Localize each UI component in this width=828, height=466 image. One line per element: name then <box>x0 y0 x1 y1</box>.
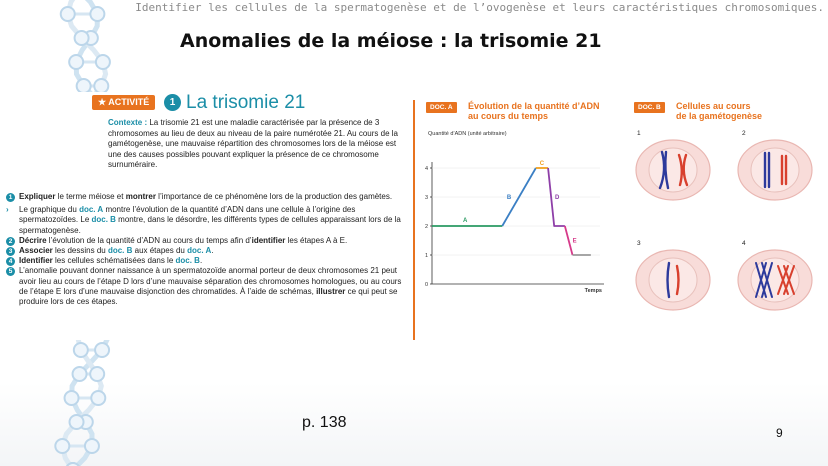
dna-bead <box>61 7 75 21</box>
intro-text: Le graphique du <box>19 205 80 215</box>
question-text: L’anomalie pouvant donner naissance à un spermatozoïde anormal porteur de deux chromosomes 21 peut avoir lieu au cours de l’étape D lors d’une mauvaise séparation des chromosomes homologues, ou au cours de l’étape E lors d’une mauvaise disjonction des chromatides. À l’aide de schémas, <box>19 266 402 296</box>
question-text: le terme méiose et <box>55 192 126 201</box>
question-number: 1 <box>6 193 15 202</box>
step-label-A: A <box>462 218 468 224</box>
intro-text: montre l’évolution de la quantité d’ADN dans une cellule à l’origine des spermatozoïdes. Le <box>19 205 356 225</box>
questions-block <box>6 192 406 307</box>
y-tick-label: 1 <box>424 253 428 259</box>
step-label-B: B <box>506 195 512 201</box>
dna-bead <box>65 391 79 405</box>
dna-bead <box>77 79 91 93</box>
question-number: 2 <box>6 237 15 246</box>
question-5 <box>6 266 406 307</box>
activity-tag: ★ ACTIVITÉ <box>92 95 155 110</box>
cell-label-4: 4 <box>742 240 746 247</box>
keyword: montrer <box>125 192 156 201</box>
keyword: illustrer <box>316 286 346 296</box>
column-divider <box>413 100 415 340</box>
cell-label-2: 2 <box>742 130 746 137</box>
question-text: . <box>211 246 214 256</box>
question-1 <box>6 192 406 202</box>
dna-bead <box>74 343 88 357</box>
doc-a-title-line: au cours du temps <box>468 111 549 121</box>
activity-number: 1 <box>164 94 181 111</box>
question-text: . <box>199 256 203 266</box>
dna-bead <box>90 367 104 381</box>
dna-bead <box>55 439 69 453</box>
step-label-C: C <box>539 161 545 167</box>
question-4 <box>6 256 406 266</box>
question-number: 5 <box>6 267 15 276</box>
dna-bead <box>73 367 87 381</box>
intro-text: montre, dans le désordre, les différents types de cellules apparaissant lors de la spermatogenèse. <box>19 215 401 235</box>
doc-a-title-line: Évolution de la quantité d’ADN <box>468 101 600 111</box>
context-paragraph <box>108 118 408 171</box>
dna-bead <box>75 31 89 45</box>
dna-bead <box>95 343 109 357</box>
slide-number: 9 <box>776 426 783 440</box>
doc-a-title <box>468 101 600 121</box>
question-text: ce qui peut se produire lors de ces étapes. <box>19 286 398 307</box>
doc-b-title-line: de la gamétogenèse <box>676 111 763 121</box>
question-number: 3 <box>6 247 15 256</box>
cell-label-3: 3 <box>637 240 641 247</box>
question-3 <box>6 246 406 256</box>
page-reference: p. 138 <box>302 414 347 431</box>
y-tick-label: 2 <box>424 224 428 230</box>
doc-ref: doc. A <box>187 246 212 256</box>
keyword: Expliquer <box>19 192 56 201</box>
doc-b-title-line: Cellules au cours <box>676 101 751 111</box>
doc-a-tag: DOC. A <box>426 102 457 113</box>
dna-bead <box>90 7 104 21</box>
step-label-E: E <box>572 238 577 245</box>
question-2 <box>6 236 406 246</box>
header-subtitle: Identifier les cellules de la spermatogenèse et de l’ovogenèse et leurs caractéristiques chromosomiques. <box>135 1 824 14</box>
doc-ref: doc. B <box>175 256 200 266</box>
question-text: l’importance de ce phénomène lors de la production des gamètes. <box>155 192 393 201</box>
doc-ref: doc. B <box>91 215 116 225</box>
cell-drawing-1 <box>634 138 712 202</box>
segment-E <box>565 226 573 255</box>
dna-bead <box>96 55 110 69</box>
y-tick-label: 0 <box>424 282 428 288</box>
cell-drawing-2 <box>736 138 814 202</box>
documents-intro <box>6 205 406 236</box>
question-number: 4 <box>6 257 15 266</box>
doc-ref: doc. A <box>79 205 104 215</box>
question-text: aux étapes du <box>132 246 188 256</box>
doc-b-title <box>676 101 762 121</box>
keyword: Identifier <box>19 256 53 266</box>
x-axis-label: Temps <box>584 288 602 294</box>
keyword: Associer <box>19 246 53 256</box>
question-text: l’évolution de la quantité d’ADN au cours du temps afin d’ <box>46 235 252 245</box>
cell-drawing-3 <box>634 248 712 312</box>
slide-title: Anomalies de la méiose : la trisomie 21 <box>180 30 602 52</box>
y-tick-label: 4 <box>424 166 428 172</box>
context-text: La trisomie 21 est une maladie caractérisée par la présence de 3 chromosomes au lieu de deux au niveau de la paire numérotée 21. Au cours de la gamétogenèse, une mauvaise répartition des chromosomes lors de la méiose est une des causes possibles pouvant expliquer la présence de ce chromosome surnuméraire. <box>108 118 398 169</box>
dna-bead <box>70 415 84 429</box>
question-text: les dessins du <box>52 246 108 256</box>
dna-quantity-chart <box>420 136 620 296</box>
context-label: Contexte : <box>108 118 148 127</box>
y-tick-label: 3 <box>424 195 428 201</box>
dna-bead <box>69 55 83 69</box>
dna-bead <box>85 439 99 453</box>
cell-label-1: 1 <box>637 130 641 137</box>
doc-a-ylabel: Quantité d’ADN (unité arbitraire) <box>428 131 507 137</box>
arrow-right-icon: › <box>6 205 9 215</box>
doc-ref: doc. B <box>107 246 133 256</box>
dna-bead <box>91 391 105 405</box>
step-label-D: D <box>554 195 560 201</box>
keyword: identifier <box>251 235 286 245</box>
question-text: les étapes A à E. <box>285 235 348 245</box>
doc-b-tag: DOC. B <box>634 102 665 113</box>
keyword: Décrire <box>19 235 47 245</box>
activity-title: La trisomie 21 <box>186 92 306 113</box>
textbook-excerpt <box>0 92 828 340</box>
cell-drawing-4 <box>736 248 814 312</box>
dna-bead <box>94 79 108 93</box>
question-text: les cellules schématisées dans le <box>52 256 176 266</box>
